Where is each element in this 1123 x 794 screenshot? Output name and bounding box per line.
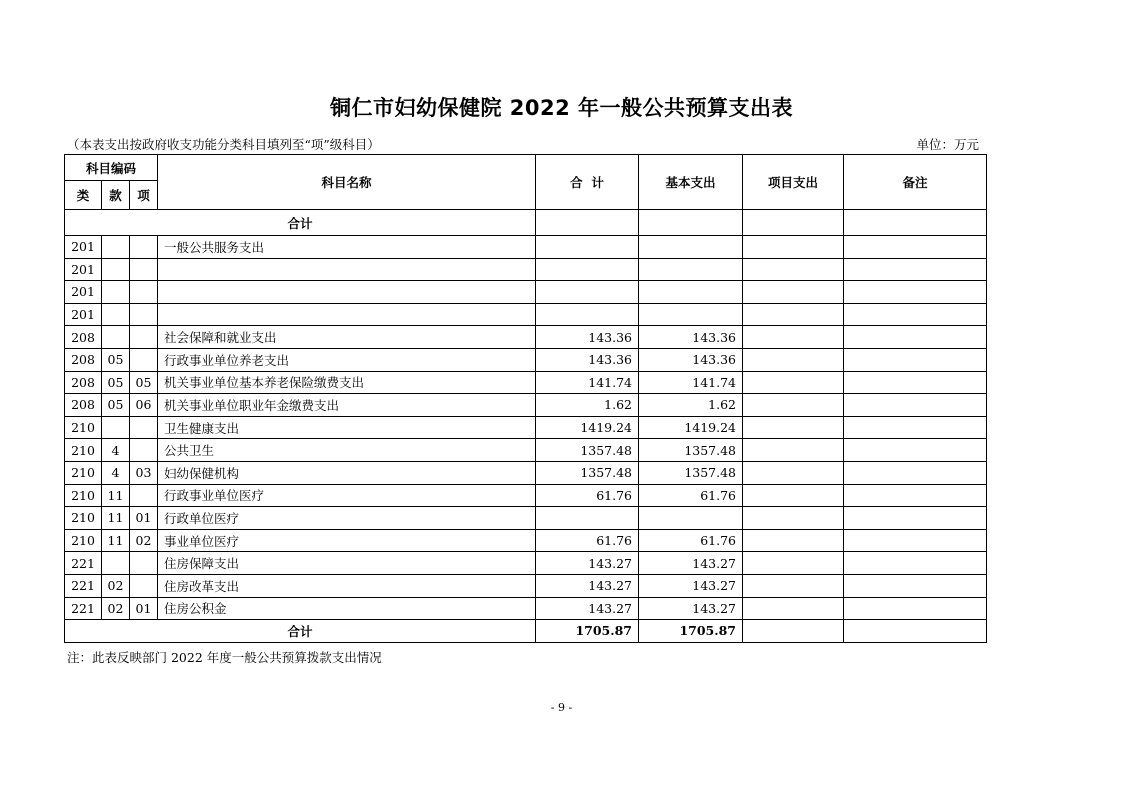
page-number: - 9 - [550, 701, 573, 714]
table-row [65, 552, 987, 575]
top-total-remark [844, 210, 987, 236]
cell-name: 住房保障支出 [158, 552, 536, 575]
cell-lei: 208 [65, 371, 102, 394]
cell-name: 住房公积金 [158, 597, 536, 620]
table-row [65, 461, 987, 484]
cell-basic: 1357.48 [639, 461, 743, 484]
cell-total: 141.74 [536, 371, 639, 394]
cell-xiang [130, 258, 158, 281]
cell-xiang [130, 303, 158, 326]
cell-xiang [130, 574, 158, 597]
footer-project-value [743, 620, 844, 643]
cell-lei: 210 [65, 416, 102, 439]
cell-lei: 221 [65, 574, 102, 597]
top-total-value [536, 210, 639, 236]
cell-xiang: 01 [130, 597, 158, 620]
cell-project [743, 326, 844, 349]
cell-name [158, 258, 536, 281]
cell-basic [639, 507, 743, 530]
footer-total-label: 合计 [65, 620, 536, 643]
cell-name: 行政单位医疗 [158, 507, 536, 530]
cell-remark [844, 326, 987, 349]
top-total-label: 合计 [65, 210, 536, 236]
cell-project [743, 258, 844, 281]
cell-kuan [102, 236, 130, 259]
cell-remark [844, 258, 987, 281]
table-row [65, 416, 987, 439]
cell-name: 公共卫生 [158, 439, 536, 462]
cell-project [743, 416, 844, 439]
footer-basic-value: 1705.87 [639, 620, 743, 643]
cell-total: 143.27 [536, 552, 639, 575]
caption-note: （本表支出按政府收支功能分类科目填列至“项”级科目） [67, 137, 380, 152]
cell-kuan [102, 416, 130, 439]
cell-remark [844, 281, 987, 304]
table-row [65, 371, 987, 394]
cell-remark [844, 597, 987, 620]
cell-lei: 221 [65, 597, 102, 620]
cell-name: 行政事业单位医疗 [158, 484, 536, 507]
cell-project [743, 303, 844, 326]
cell-project [743, 552, 844, 575]
cell-name: 事业单位医疗 [158, 529, 536, 552]
cell-xiang [130, 236, 158, 259]
cell-basic: 1.62 [639, 394, 743, 417]
top-total-row [65, 210, 987, 236]
cell-total: 1419.24 [536, 416, 639, 439]
cell-kuan: 05 [102, 394, 130, 417]
cell-basic [639, 236, 743, 259]
table-row [65, 484, 987, 507]
header-xiang: 项 [130, 181, 158, 210]
cell-total [536, 303, 639, 326]
cell-basic: 143.27 [639, 597, 743, 620]
cell-project [743, 507, 844, 530]
cell-xiang: 03 [130, 461, 158, 484]
cell-project [743, 236, 844, 259]
cell-remark [844, 371, 987, 394]
cell-name [158, 281, 536, 304]
cell-remark [844, 416, 987, 439]
cell-kuan: 11 [102, 529, 130, 552]
table-row [65, 574, 987, 597]
page-title: 铜仁市妇幼保健院 2022 年一般公共预算支出表 [329, 96, 794, 120]
table-row [65, 394, 987, 417]
cell-kuan [102, 326, 130, 349]
cell-basic [639, 303, 743, 326]
cell-basic: 143.27 [639, 552, 743, 575]
table-row [65, 507, 987, 530]
cell-total: 61.76 [536, 484, 639, 507]
cell-kuan: 4 [102, 439, 130, 462]
cell-name: 社会保障和就业支出 [158, 326, 536, 349]
cell-lei: 208 [65, 348, 102, 371]
cell-project [743, 597, 844, 620]
cell-kuan: 05 [102, 348, 130, 371]
header-lei: 类 [65, 181, 102, 210]
cell-remark [844, 461, 987, 484]
top-total-basic [639, 210, 743, 236]
cell-lei: 210 [65, 461, 102, 484]
cell-project [743, 371, 844, 394]
cell-total: 1.62 [536, 394, 639, 417]
top-total-project [743, 210, 844, 236]
cell-basic [639, 281, 743, 304]
cell-project [743, 348, 844, 371]
cell-remark [844, 439, 987, 462]
cell-total: 61.76 [536, 529, 639, 552]
table-row [65, 236, 987, 259]
table-row [65, 439, 987, 462]
table-row [65, 326, 987, 349]
cell-kuan [102, 303, 130, 326]
cell-xiang [130, 348, 158, 371]
cell-kuan [102, 281, 130, 304]
footer-total-row [65, 620, 987, 643]
cell-kuan: 02 [102, 597, 130, 620]
cell-total: 143.36 [536, 326, 639, 349]
cell-lei: 201 [65, 281, 102, 304]
cell-basic [639, 258, 743, 281]
cell-name: 妇幼保健机构 [158, 461, 536, 484]
cell-lei: 210 [65, 439, 102, 462]
cell-project [743, 394, 844, 417]
cell-name: 机关事业单位基本养老保险缴费支出 [158, 371, 536, 394]
cell-lei: 201 [65, 258, 102, 281]
cell-lei: 221 [65, 552, 102, 575]
header-row-1 [65, 155, 987, 181]
cell-project [743, 529, 844, 552]
cell-project [743, 484, 844, 507]
cell-basic: 61.76 [639, 484, 743, 507]
cell-remark [844, 552, 987, 575]
cell-project [743, 461, 844, 484]
cell-name [158, 303, 536, 326]
cell-basic: 143.36 [639, 326, 743, 349]
cell-xiang: 06 [130, 394, 158, 417]
cell-name: 卫生健康支出 [158, 416, 536, 439]
cell-xiang [130, 416, 158, 439]
cell-lei: 210 [65, 484, 102, 507]
cell-remark [844, 303, 987, 326]
cell-project [743, 281, 844, 304]
cell-remark [844, 394, 987, 417]
header-kuan: 款 [102, 181, 130, 210]
table-row [65, 303, 987, 326]
cell-xiang [130, 281, 158, 304]
cell-xiang [130, 439, 158, 462]
table-row [65, 348, 987, 371]
cell-basic: 1419.24 [639, 416, 743, 439]
table-body [65, 236, 987, 620]
cell-xiang [130, 484, 158, 507]
cell-kuan: 4 [102, 461, 130, 484]
cell-basic: 143.27 [639, 574, 743, 597]
cell-project [743, 439, 844, 462]
footer-remark-value [844, 620, 987, 643]
cell-basic: 61.76 [639, 529, 743, 552]
header-basic: 基本支出 [639, 155, 743, 210]
budget-table [64, 154, 987, 643]
cell-remark [844, 507, 987, 530]
table-row [65, 258, 987, 281]
header-code-group: 科目编码 [65, 155, 158, 181]
unit-label: 单位：万元 [916, 137, 979, 152]
cell-total: 1357.48 [536, 439, 639, 462]
table-row [65, 529, 987, 552]
cell-lei: 208 [65, 394, 102, 417]
cell-total: 143.27 [536, 574, 639, 597]
cell-total: 143.27 [536, 597, 639, 620]
cell-kuan: 11 [102, 507, 130, 530]
cell-basic: 143.36 [639, 348, 743, 371]
header-total: 合 计 [536, 155, 639, 210]
cell-total [536, 258, 639, 281]
cell-remark [844, 574, 987, 597]
footnote: 注：此表反映部门 2022 年度一般公共预算拨款支出情况 [67, 650, 382, 665]
cell-total: 1357.48 [536, 461, 639, 484]
cell-xiang [130, 326, 158, 349]
cell-xiang: 01 [130, 507, 158, 530]
header-remark: 备注 [844, 155, 987, 210]
header-name: 科目名称 [158, 155, 536, 210]
table-caption [67, 135, 985, 153]
cell-basic: 141.74 [639, 371, 743, 394]
cell-total [536, 281, 639, 304]
cell-project [743, 574, 844, 597]
cell-name: 住房改革支出 [158, 574, 536, 597]
cell-remark [844, 348, 987, 371]
cell-name: 行政事业单位养老支出 [158, 348, 536, 371]
cell-remark [844, 529, 987, 552]
cell-basic: 1357.48 [639, 439, 743, 462]
cell-xiang [130, 552, 158, 575]
footer-total-value: 1705.87 [536, 620, 639, 643]
table-row [65, 281, 987, 304]
cell-remark [844, 236, 987, 259]
cell-kuan: 02 [102, 574, 130, 597]
cell-total: 143.36 [536, 348, 639, 371]
table-row [65, 597, 987, 620]
cell-lei: 210 [65, 507, 102, 530]
cell-xiang: 05 [130, 371, 158, 394]
cell-total [536, 236, 639, 259]
cell-kuan [102, 258, 130, 281]
cell-lei: 210 [65, 529, 102, 552]
cell-total [536, 507, 639, 530]
cell-name: 机关事业单位职业年金缴费支出 [158, 394, 536, 417]
cell-lei: 201 [65, 236, 102, 259]
header-project: 项目支出 [743, 155, 844, 210]
cell-name: 一般公共服务支出 [158, 236, 536, 259]
cell-kuan: 11 [102, 484, 130, 507]
cell-kuan [102, 552, 130, 575]
cell-lei: 201 [65, 303, 102, 326]
cell-lei: 208 [65, 326, 102, 349]
cell-remark [844, 484, 987, 507]
cell-xiang: 02 [130, 529, 158, 552]
cell-kuan: 05 [102, 371, 130, 394]
